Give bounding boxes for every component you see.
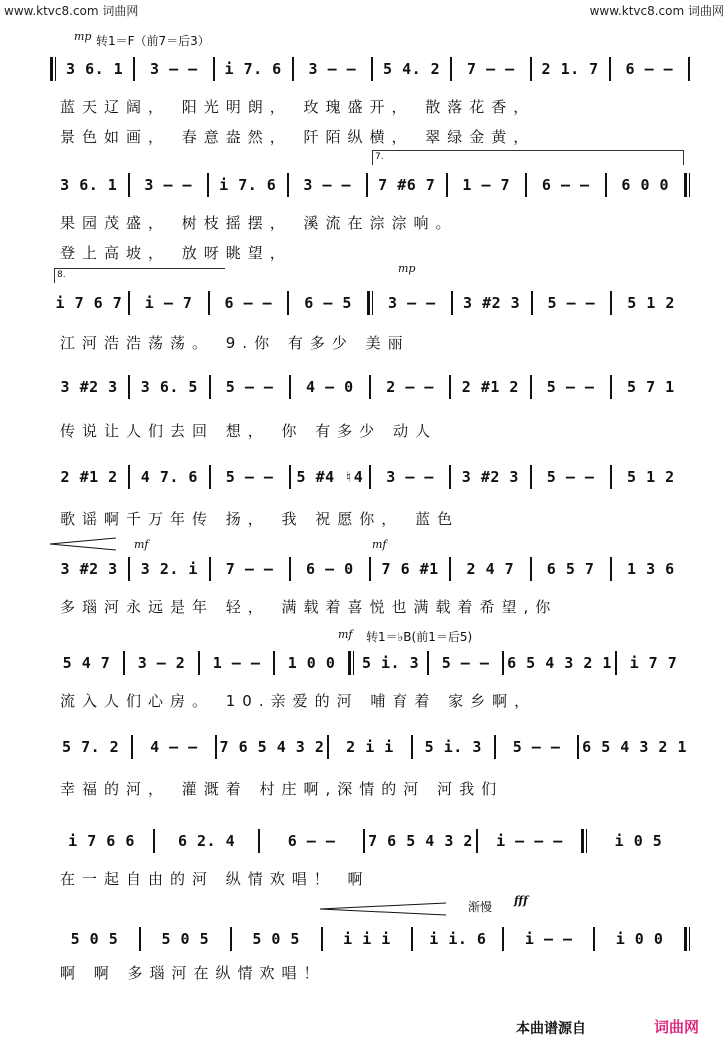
- measure: i 7 6 6: [68, 832, 135, 850]
- lyric-line: 歌谣啊千万年传 扬， 我 祝愿你， 蓝色: [60, 510, 460, 528]
- measure: 1 3 6: [627, 560, 675, 578]
- lyric-line: 登上高坡， 放呀眺望，: [60, 244, 292, 262]
- measure: 3 – 2: [137, 654, 186, 672]
- measure: 6 0 0: [621, 176, 670, 194]
- barline: [688, 57, 690, 81]
- notation-row-4: [50, 376, 690, 398]
- measure: 6 5 4 3 2 1: [582, 738, 688, 756]
- measure: 3 – –: [144, 176, 193, 194]
- watermark-right: www.ktvc8.com 词曲网: [589, 4, 724, 18]
- notation-row-8: [50, 736, 690, 758]
- measure: 5 4. 2: [383, 60, 441, 78]
- source-label: 本曲谱源自: [516, 1021, 586, 1037]
- measure: 1 – 7: [462, 176, 511, 194]
- measure: 3 #2 3: [60, 378, 118, 396]
- notation-row-5: [50, 466, 690, 488]
- measure: 5 i. 3: [424, 738, 482, 756]
- measure: 6 – 0: [306, 560, 354, 578]
- measure: 5 4 7: [62, 654, 111, 672]
- notation-row-9: [50, 830, 690, 852]
- measure: i 7. 6: [219, 176, 277, 194]
- measure: 3 – –: [386, 468, 434, 486]
- measure: 1 0 0: [287, 654, 336, 672]
- measure: i – – –: [496, 832, 563, 850]
- measure: 5 0 5: [70, 930, 119, 948]
- lyric-line: 蓝天辽阔， 阳光明朗， 玫瑰盛开， 散落花香，: [60, 98, 536, 116]
- measure: 6 – –: [541, 176, 590, 194]
- measure: i 0 5: [614, 832, 663, 850]
- lyric-line: 幸福的河， 灌溉着 村庄啊,深情的河 河我们: [60, 780, 504, 798]
- measure: i i. 6: [429, 930, 487, 948]
- measure: 2 #1 2: [60, 468, 118, 486]
- tempo-ritardando: 渐慢: [468, 900, 493, 914]
- measure: i 0 0: [615, 930, 664, 948]
- measure: 5 – –: [547, 294, 596, 312]
- notation-row-10: [50, 928, 690, 950]
- measure: 3 – –: [388, 294, 436, 312]
- crescendo-hairpin: [48, 537, 118, 551]
- measure: 7 – –: [225, 560, 274, 578]
- measure: 4 – 0: [306, 378, 354, 396]
- measure: 6 – 5: [304, 294, 352, 312]
- measure: 6 – –: [287, 832, 336, 850]
- measure: 2 i i: [346, 738, 394, 756]
- measure: 5 7. 2: [62, 738, 120, 756]
- measure: 5 0 5: [161, 930, 210, 948]
- key-change-1: 转1＝F（前7＝后3）: [96, 34, 210, 48]
- notation-row-1: [50, 58, 690, 80]
- measure: 7 6 #1: [381, 560, 439, 578]
- measure: 5 7 1: [627, 378, 675, 396]
- ending-number-7: 7.: [375, 152, 384, 162]
- measure: 3 #2 3: [60, 560, 118, 578]
- measure: 5 – –: [546, 468, 595, 486]
- dynamic-mp-1: mp: [74, 30, 92, 43]
- measure: 2 4 7: [466, 560, 515, 578]
- lyric-line: 传说让人们去回 想， 你 有多少 动人: [60, 422, 438, 440]
- notation-row-2: [50, 174, 690, 196]
- measure: 3 6. 1: [60, 176, 118, 194]
- notation-row-3: [50, 292, 690, 314]
- measure: i 7. 6: [224, 60, 282, 78]
- dynamic-mp-2: mp: [398, 262, 416, 275]
- measure: 5 – –: [225, 378, 274, 396]
- ending-bracket-8: [54, 268, 225, 283]
- measure: 7 6 5 4 3 2: [368, 832, 473, 850]
- measure: 4 7. 6: [140, 468, 198, 486]
- measure: 7 #6 7: [378, 176, 436, 194]
- measure: 2 – –: [386, 378, 434, 396]
- lyric-line: 在一起自由的河 纵情欢唱！ 啊: [60, 870, 370, 888]
- measure: i i i: [343, 930, 391, 948]
- measure: 5 1 2: [627, 468, 675, 486]
- measure: 5 – –: [225, 468, 274, 486]
- measure: 6 5 7: [546, 560, 595, 578]
- ending-number-8: 8.: [57, 270, 66, 280]
- lyric-line: 景色如画， 春意盎然， 阡陌纵横， 翠绿金黄，: [60, 128, 536, 146]
- dynamic-mf-2: mf: [372, 538, 387, 551]
- measure: 4 – –: [150, 738, 198, 756]
- measure: 5 0 5: [252, 930, 300, 948]
- lyric-line: 流入人们心房。 10.亲爱的河 哺育着 家乡啊，: [60, 692, 537, 710]
- dynamic-fff: fff: [514, 894, 528, 907]
- lyric-line: 江河浩浩荡荡。 9.你 有多少 美丽: [60, 334, 410, 352]
- repeat-end: [684, 173, 690, 197]
- measure: 3 #2 3: [461, 468, 519, 486]
- measure: 2 #1 2: [461, 378, 519, 396]
- measure: 2 1. 7: [541, 60, 599, 78]
- measure: 5 – –: [441, 654, 490, 672]
- measure: i 7 6 7: [55, 294, 123, 312]
- measure: i 7 7: [629, 654, 678, 672]
- measure: 6 5 4 3 2 1: [507, 654, 612, 672]
- measure: 5 1 2: [627, 294, 675, 312]
- measure: 7 6 5 4 3 2: [219, 738, 325, 756]
- measure: 3 – –: [150, 60, 198, 78]
- site-logo[interactable]: 词曲网: [654, 1018, 700, 1036]
- measure: 5 #4 ♮4: [296, 468, 364, 486]
- measure: 3 – –: [308, 60, 357, 78]
- notation-row-7: [50, 652, 690, 674]
- measure: i – 7: [144, 294, 193, 312]
- measure: 5 – –: [512, 738, 561, 756]
- measure: 3 6. 1: [66, 60, 124, 78]
- notation-row-6: [50, 558, 690, 580]
- measure: 6 – –: [625, 60, 674, 78]
- key-change-2: 转1＝♭B(前1＝后5): [366, 630, 473, 644]
- measure: 5 – –: [546, 378, 595, 396]
- watermark-left: www.ktvc8.com 词曲网: [4, 4, 139, 18]
- final-barline: [684, 927, 690, 951]
- measure: 1 – –: [212, 654, 261, 672]
- dynamic-mf-3: mf: [338, 628, 353, 641]
- measure: 6 2. 4: [177, 832, 236, 850]
- lyric-line: 多瑙河永远是年 轻， 满载着喜悦也满载着希望,你: [60, 598, 558, 616]
- lyric-line: 啊 啊 多瑙河在纵情欢唱！: [60, 964, 326, 982]
- dynamic-mf-1: mf: [134, 538, 149, 551]
- measure: 3 2. i: [140, 560, 198, 578]
- crescendo-hairpin-2: [318, 902, 448, 916]
- measure: 3 6. 5: [140, 378, 198, 396]
- ending-bracket-7: [372, 150, 684, 165]
- measure: 3 – –: [303, 176, 352, 194]
- measure: 5 i. 3: [361, 654, 420, 672]
- measure: 3 #2 3: [463, 294, 521, 312]
- measure: 7 – –: [467, 60, 515, 78]
- lyric-line: 果园茂盛， 树枝摇摆， 溪流在淙淙响。: [60, 214, 458, 232]
- measure: i – –: [524, 930, 573, 948]
- measure: 6 – –: [224, 294, 273, 312]
